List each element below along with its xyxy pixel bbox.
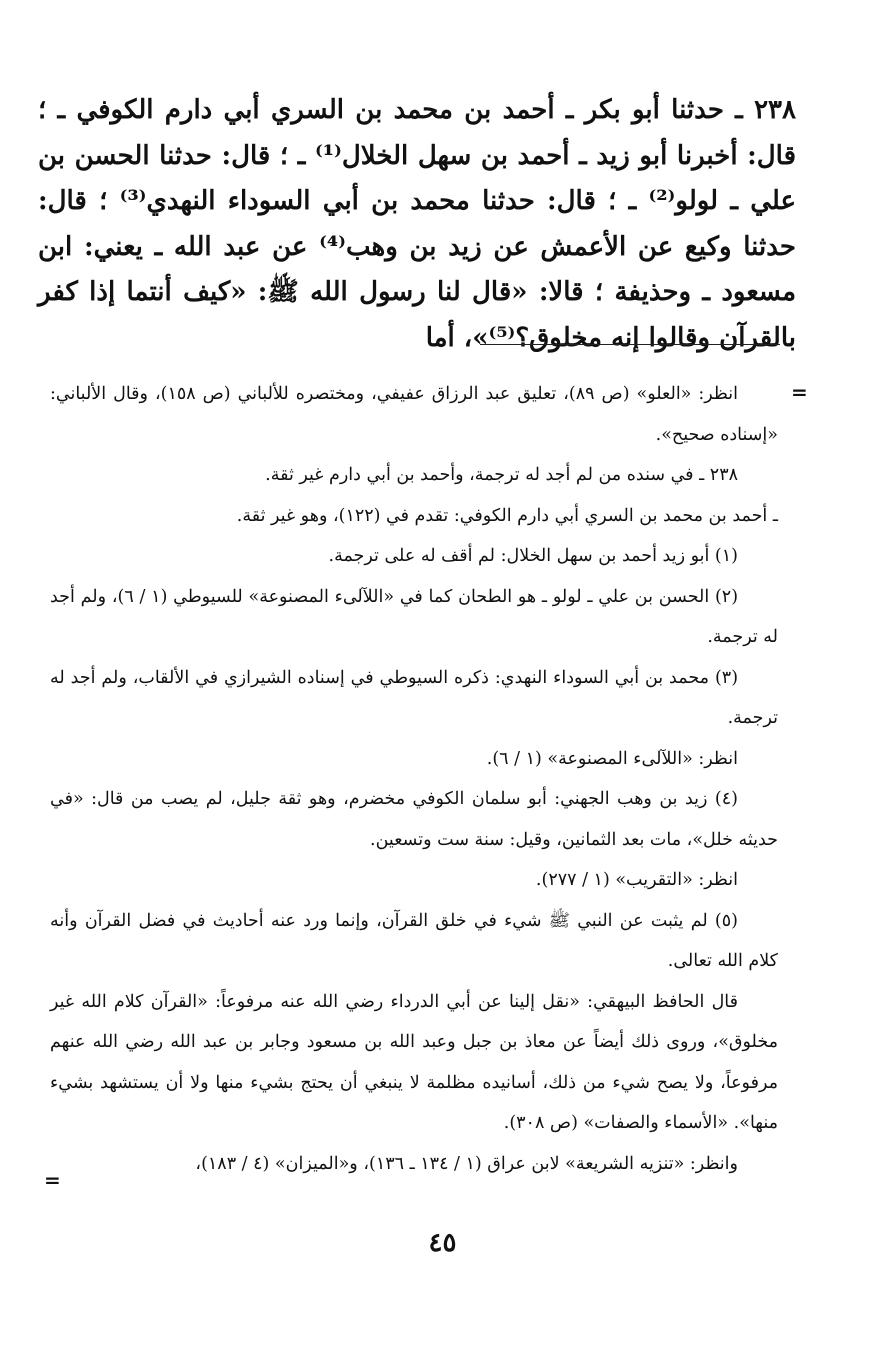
hadith-paragraph: ٢٣٨ ـ حدثنا أبو بكر ـ أحمد بن محمد بن السري أبي دارم الكوفي ـ ؛ قال: أخبرنا أبو زيد ـ أحمد بن سهل الخلال⁽¹⁾ ـ ؛ قال: حدثنا الحسن بن علي ـ لولو⁽²⁾ ـ ؛ قال: حدثنا محمد بن أبي السوداء النهدي⁽³⁾ ؛ قال: حدثنا وكيع عن الأعمش عن زيد بن وهب⁽⁴⁾ عن عبد الله ـ يعني: ابن مسعود ـ وحذيفة ؛ قالا: «قال لنا رسول الله ﷺ: «كيف أنتما إذا كفر بالقرآن وقالوا إنه مخلوق؟⁽⁵⁾»، أما — [38, 95, 797, 353]
footnote-line: (١) أبو زيد أحمد بن سهل الخلال: لم أقف له على ترجمة. — [328, 546, 738, 566]
footnote-line: قال الحافظ البيهقي: «نقل إلينا عن أبي الدرداء رضي الله عنه مرفوعاً: «القرآن كلام الله غير مخلوق»، وروى ذلك أيضاً عن معاذ بن جبل وعبد الله بن مسعود وجابر بن عبد الله رضي الله عنهم مرفوعاً، ولا يصح شيء من ذلك، أسانيده مظلمة لا ينبغي أن يحتج بشيء منها ولا أن يستشهد بشيء منها». «الأسماء والصفات» (ص ٣٠٨). — [50, 991, 778, 1133]
footnote-line: انظر: «اللآلىء المصنوعة» (١ / ٦). — [486, 748, 738, 769]
hadith-text — [38, 88, 796, 362]
footnote-divider — [480, 344, 780, 345]
footnote-line: انظر: «العلو» (ص ٨٩)، تعليق عبد الرزاق عفيفي، ومختصره للألباني (ص ١٥٨)، وقال الألباني: «إسناده صحيح». — [50, 384, 778, 445]
footnote-line: ٢٣٨ ـ في سنده من لم أجد له ترجمة، وأحمد بن أبي دارم غير ثقة. — [265, 465, 738, 485]
footnote-line: (٣) محمد بن أبي السوداء النهدي: ذكره السيوطي في إسناده الشيرازي في الألقاب، ولم أجد له ترجمة. — [50, 667, 778, 728]
continuation-mark-top: = — [791, 380, 808, 404]
footnote-line: (٤) زيد بن وهب الجهني: أبو سلمان الكوفي مخضرم، وهو ثقة جليل، لم يصب من قال: «في حديثه خلل»، مات بعد الثمانين، وقيل: سنة ست وتسعين. — [50, 789, 778, 850]
footnote-line: (٢) الحسن بن علي ـ لولو ـ هو الطحان كما في «اللآلىء المصنوعة» للسيوطي (١ / ٦)، ولم أجد له ترجمة. — [50, 586, 778, 647]
footnote-line: وانظر: «تنزيه الشريعة» لابن عراق (١ / ١٣٤ ـ ١٣٦)، و«الميزان» (٤ / ١٨٣)، — [195, 1153, 738, 1174]
footnote-line: انظر: «التقريب» (١ / ٢٧٧). — [535, 870, 738, 890]
continuation-mark-bottom: = — [44, 1168, 61, 1192]
page-number: ٤٥ — [428, 1228, 457, 1258]
footnote-line: (٥) لم يثبت عن النبي ﷺ شيء في خلق القرآن، وإنما ورد عنه أحاديث في فضل القرآن وأنه كلام الله تعالى. — [50, 910, 778, 971]
footnote-line: ـ أحمد بن محمد بن السري أبي دارم الكوفي: تقدم في (١٢٢)، وهو غير ثقة. — [236, 505, 778, 526]
footnotes-section — [50, 374, 778, 1184]
